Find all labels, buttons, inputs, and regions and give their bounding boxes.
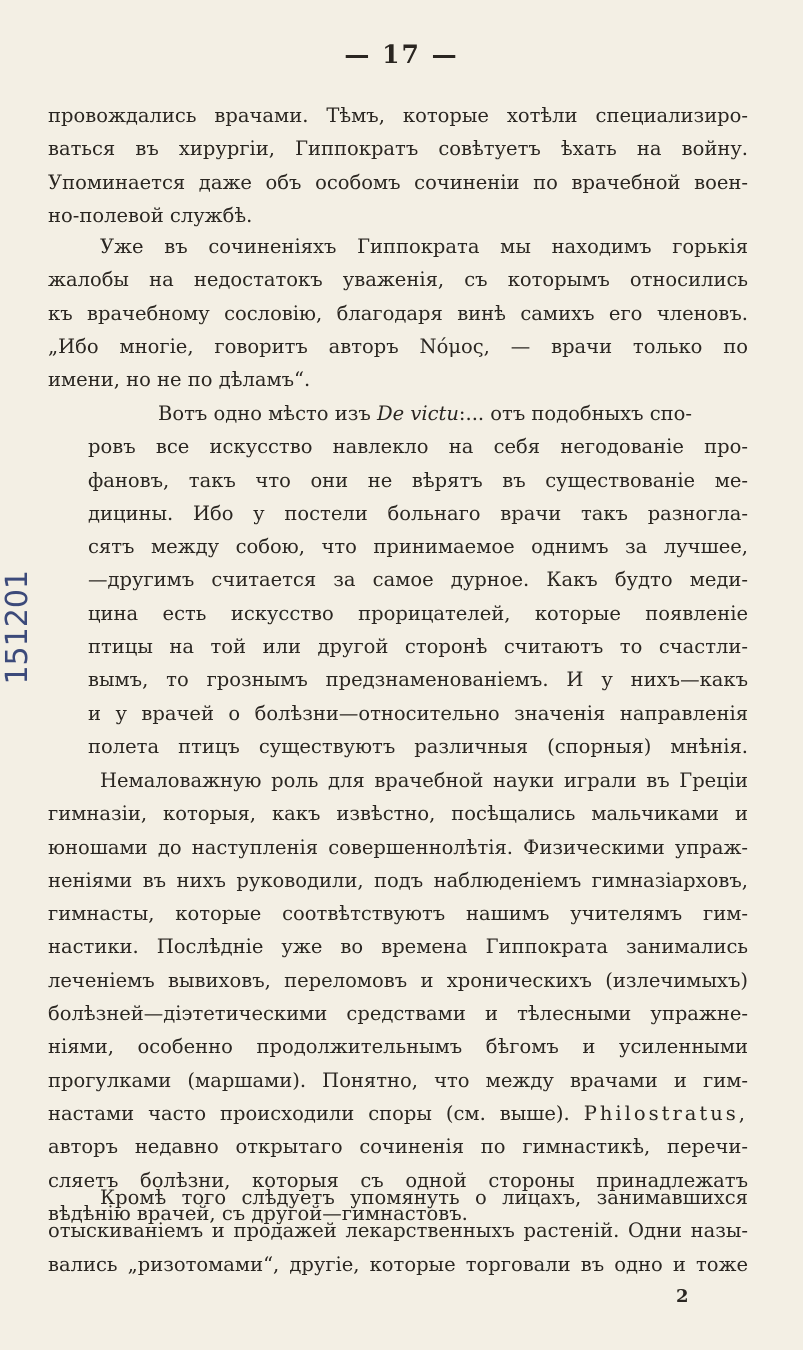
text-line: ніями, особенно продолжительнымъ бѣгомъ и усиленными — [48, 1035, 748, 1059]
text-line: вались „ризотомами“, другіе, которые торговали въ одно и тоже — [48, 1252, 748, 1276]
text-line: гимнасты, которые соотвѣтствуютъ нашимъ учителямъ гим- — [48, 902, 748, 926]
text-line: —другимъ считается за самое дурное. Какъ будто меди- — [88, 568, 748, 592]
quotation-block — [88, 397, 748, 763]
paragraph-1 — [48, 99, 748, 232]
text-line: Уже въ сочиненіяхъ Гиппократа мы находимъ горькія — [100, 235, 748, 258]
text-line: юношами до наступленія совершеннолѣтія. Физическими упраж- — [48, 835, 748, 859]
margin-inventory-number: 151201 — [0, 570, 35, 685]
text-line: жалобы на недостатокъ уваженія, съ которымъ относились — [48, 268, 748, 292]
text-line: но-полевой службѣ. — [48, 203, 253, 227]
text-line: дицины. Ибо у постели больнаго врачи такъ разногла- — [88, 501, 748, 525]
quote-intro: Вотъ одно мѣсто изъ — [158, 402, 371, 425]
text-line: провождались врачами. Тѣмъ, которые хотѣли специализиро- — [48, 104, 748, 127]
page-number: — 17 — — [344, 40, 459, 69]
text-line: Кромѣ того слѣдуетъ упомянуть о лицахъ, занимавшихся — [100, 1186, 748, 1209]
text-line: къ врачебному сословію, благодаря винѣ самихъ его членовъ. — [48, 301, 748, 325]
paragraph-4 — [48, 1181, 748, 1281]
text-line: Немаловажную роль для врачебной науки играли въ Греціи — [100, 769, 748, 792]
text-line: настики. Послѣдніе уже во времена Гиппократа занимались — [48, 935, 748, 959]
text-line: Упоминается даже объ особомъ сочиненіи по врачебной воен- — [48, 170, 748, 194]
text-line: ровъ все искусство навлекло на себя негодованіе про- — [88, 435, 748, 459]
text-line: неніями въ нихъ руководили, подъ наблюденіемъ гимназіарховъ, — [48, 868, 748, 892]
quote-first-line — [88, 397, 748, 430]
text-line: ваться въ хирургіи, Гиппократъ совѣтуетъ ѣхать на войну. — [48, 137, 748, 161]
text-line: фановъ, такъ что они не вѣрятъ въ существованіе ме- — [88, 468, 748, 492]
text-line: отыскиваніемъ и продажей лекарственныхъ растеній. Одни назы- — [48, 1219, 748, 1243]
text-line: птицы на той или другой сторонѣ считаютъ то счастли- — [88, 635, 748, 659]
text-line: гимназіи, которыя, какъ извѣстно, посѣщались мальчиками и — [48, 802, 748, 826]
quote-after: :... отъ подобныхъ спо- — [458, 402, 693, 425]
text-line: леченіемъ вывиховъ, переломовъ и хроническихъ (излечимыхъ) — [48, 968, 748, 992]
paragraph-3 — [48, 764, 748, 1230]
text-line: прогулками (маршами). Понятно, что между врачами и гим- — [48, 1068, 748, 1092]
text-line: вѣдѣнію врачей, съ другой—гимнастовъ. — [48, 1201, 468, 1225]
text-line: болѣзней—діэтетическими средствами и тѣлесными упражне- — [48, 1002, 748, 1026]
signature-mark: 2 — [676, 1286, 689, 1307]
quote-source: De victu — [376, 402, 459, 425]
text-line: сляетъ болѣзни, которыя съ одной стороны принадлежатъ — [48, 1168, 748, 1192]
text-line: „Ибо многіе, говоритъ авторъ Νόμος, — врачи только по — [48, 334, 748, 358]
text-line: цина есть искусство прорицателей, которые появленіе — [88, 601, 748, 625]
text-line: и у врачей о болѣзни—относительно значенія направленія — [88, 701, 748, 725]
text-line: сятъ между собою, что принимаемое однимъ за лучшее, — [88, 535, 748, 559]
text-line: полета птицъ существуютъ различныя (спорныя) мнѣнія. — [88, 734, 748, 758]
author-name: Philostratus, — [583, 1101, 749, 1125]
text-line: вымъ, то грознымъ предзнаменованіемъ. И у нихъ—какъ — [88, 668, 748, 692]
paragraph-2 — [48, 230, 748, 396]
line-text: настами часто происходили споры (см. выше). — [48, 1101, 570, 1125]
text-line: имени, но не по дѣламъ“. — [48, 368, 311, 392]
text-line-with-name — [48, 1097, 748, 1130]
text-line: авторъ недавно открытаго сочиненія по гимнастикѣ, перечи- — [48, 1135, 748, 1159]
